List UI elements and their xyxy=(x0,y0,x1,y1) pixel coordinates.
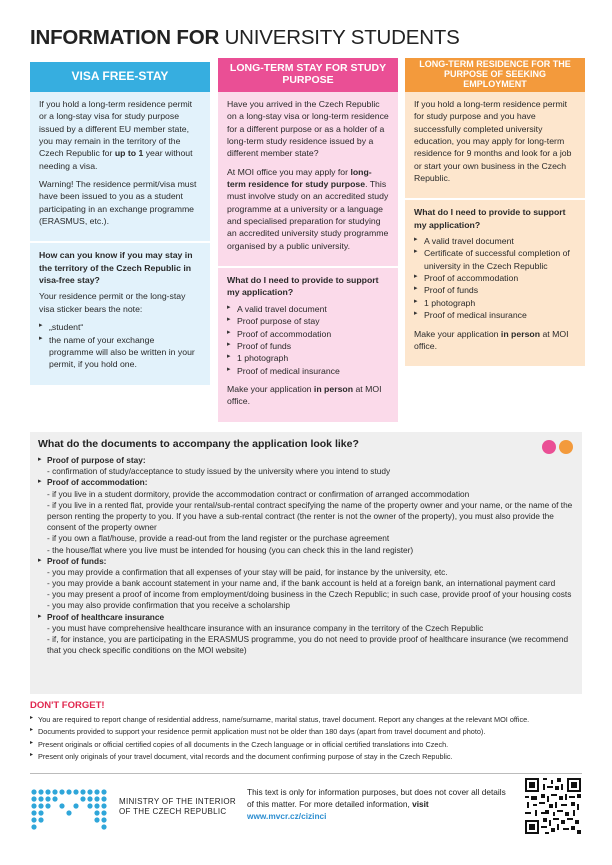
visa-free-stay-header: VISA FREE-STAY xyxy=(30,62,210,92)
list-item: ▸ 1 photograph xyxy=(414,297,576,309)
doc-section-purpose: ▸ Proof of purpose of stay: - confirmation of study/acceptance to study issued by the university where you intend to study xyxy=(38,455,574,477)
list-item: ▸ A valid travel document xyxy=(414,235,576,247)
visa-free-paragraph-1: If you hold a long-term residence permit or a long-stay visa for study purpose issued by a different EU member state, you may remain in the territory of the Czech Republic for up to 1 year without needing a visa. xyxy=(39,99,193,171)
list-item: ▸ Present originals or official certified copies of all documents in the Czech language or in official certified translations into Czech. xyxy=(30,740,590,749)
employment-requirements-list xyxy=(414,235,576,321)
qr-code-icon[interactable] xyxy=(525,778,581,834)
dont-forget-section xyxy=(30,700,590,765)
study-paragraph-1: Have you arrived in the Czech Republic on a long-stay visa or long-term residence for a different purpose or as a holder of a long-term study residence issued by a different member state? xyxy=(227,99,389,159)
visa-free-stay-intro xyxy=(30,92,210,241)
decorative-dots xyxy=(542,440,573,454)
visa-free-note-list xyxy=(39,321,201,370)
doc-section-insurance: ▸ Proof of healthcare insurance - you must have comprehensive healthcare insurance with an insurance company in the territory of the Czech Republic - if, for instance, you are participating in the ERASMUS programme, you do not need to provide proof of healthcare insurance (we recommend that you check specific conditions on the MOI website) xyxy=(38,612,574,657)
ministry-website-link[interactable]: www.mvcr.cz/cizinci xyxy=(247,811,327,822)
employment-apply-note: Make your application in person at MOI office. xyxy=(414,328,569,351)
list-item: ▸ Proof of funds xyxy=(414,284,576,296)
visa-free-stay-column xyxy=(30,58,210,385)
study-purpose-requirements xyxy=(218,268,398,421)
study-purpose-intro xyxy=(218,92,398,266)
list-item: ▸ „student“ xyxy=(39,321,201,333)
study-paragraph-2: At MOI office you may apply for long-term residence for study purpose. This must involve study on an accredited study programme at a university or a language and specialised preparation for studying an accredited university study programme organised by a public university. xyxy=(227,166,389,251)
dont-forget-list xyxy=(30,715,590,762)
study-requirements-list xyxy=(227,303,389,377)
visa-free-warning: Warning! The residence permit/visa must have been issued to you as a student participating in an exchange programme (ERASMUS, etc.). xyxy=(39,179,197,227)
visa-free-note-text: Your residence permit or the long-stay visa sticker bears the note: xyxy=(39,291,186,314)
list-item: ▸ Proof of accommodation xyxy=(414,272,576,284)
pink-dot-icon xyxy=(542,440,556,454)
doc-section-accommodation: ▸ Proof of accommodation: - if you live in a student dormitory, provide the accommodation contract or confirmation of arranged accommodation - if you live in a rented flat, provide your rental/sub-rental contract specifying the name of the property owner and your name, or the name of the person renting the property to you. If you have a sub-rental contract (the renter is not the owner of the property), you must also provide the consent of the property owner - if you own a flat/house, provide a read-out from the land register or the purchase agreement - the house/flat where you live must be intended for housing (you can check this in the land register) xyxy=(38,477,574,555)
ministry-logo-icon xyxy=(30,786,110,830)
employment-question: What do I need to provide to support my application? xyxy=(414,207,566,230)
list-item: ▸ You are required to report change of residential address, name/surname, marital status, travel document. Report any changes at the relevant MOI office. xyxy=(30,715,590,724)
seeking-employment-column xyxy=(405,58,585,366)
employment-paragraph-1: If you hold a long-term residence permit for study purpose and you have successfully completed university education, you may apply for long-term residence for 9 months and look for a job or start your own business in the Czech Republic. xyxy=(414,99,572,184)
study-apply-note: Make your application in person at MOI office. xyxy=(227,383,382,407)
list-item: ▸ Certificate of successful completion of university in the Czech Republic xyxy=(414,247,576,272)
seeking-employment-intro xyxy=(405,92,585,198)
list-item: ▸ Proof of funds xyxy=(227,340,389,352)
ministry-name: MINISTRY OF THE INTERIOR OF THE CZECH REPUBLIC xyxy=(119,797,236,817)
title-bold: INFORMATION FOR xyxy=(30,26,220,49)
documents-title: What do the documents to accompany the application look like? xyxy=(38,438,359,450)
documents-section xyxy=(30,432,582,694)
footer-divider xyxy=(30,773,582,774)
study-purpose-header: LONG-TERM STAY FOR STUDY PURPOSE xyxy=(218,58,398,92)
visa-free-question: How can you know if you may stay in the territory of the Czech Republic in visa-free stay? xyxy=(39,250,193,286)
seeking-employment-requirements xyxy=(405,200,585,366)
list-item: ▸ Proof of medical insurance xyxy=(414,309,576,321)
list-item: ▸ the name of your exchange programme will also be written in your permit, if you hold one. xyxy=(39,334,201,371)
orange-dot-icon xyxy=(559,440,573,454)
list-item: ▸ 1 photograph xyxy=(227,352,389,364)
list-item: ▸ Proof purpose of stay xyxy=(227,315,389,327)
footer-note: This text is only for information purposes, but does not cover all details of this matter. For more detailed information, visit www.mvcr.cz/cizinci xyxy=(247,786,509,822)
title-rest: UNIVERSITY STUDENTS xyxy=(219,26,460,49)
dont-forget-title: DON'T FORGET! xyxy=(30,700,105,711)
list-item: ▸ Documents provided to support your residence permit application must not be older than 180 days (apart from travel document and photo). xyxy=(30,727,590,736)
list-item: ▸ Proof of accommodation xyxy=(227,328,389,340)
list-item: ▸ Present only originals of your travel document, vital records and the document confirming purpose of stay in the Czech Republic. xyxy=(30,752,590,761)
visa-free-stay-question-box xyxy=(30,243,210,384)
seeking-employment-header: LONG-TERM RESIDENCE FOR THE PURPOSE OF SEEKING EMPLOYMENT xyxy=(405,58,585,92)
study-purpose-column xyxy=(218,58,398,422)
study-question: What do I need to provide to support my application? xyxy=(227,275,379,298)
doc-section-funds: ▸ Proof of funds: - you may provide a confirmation that all expenses of your stay will be paid, for instance by the university, etc. - you may provide a bank account statement in your name and, if the bank account is held at a foreign bank, an international payment card - you may present a proof of income from employment/doing business in the Czech Republic; in such case, provide proof of your housing costs - you may also provide confirmation that you receive a scholarship xyxy=(38,556,574,612)
list-item: ▸ Proof of medical insurance xyxy=(227,365,389,377)
page-title xyxy=(30,26,460,50)
list-item: ▸ A valid travel document xyxy=(227,303,389,315)
